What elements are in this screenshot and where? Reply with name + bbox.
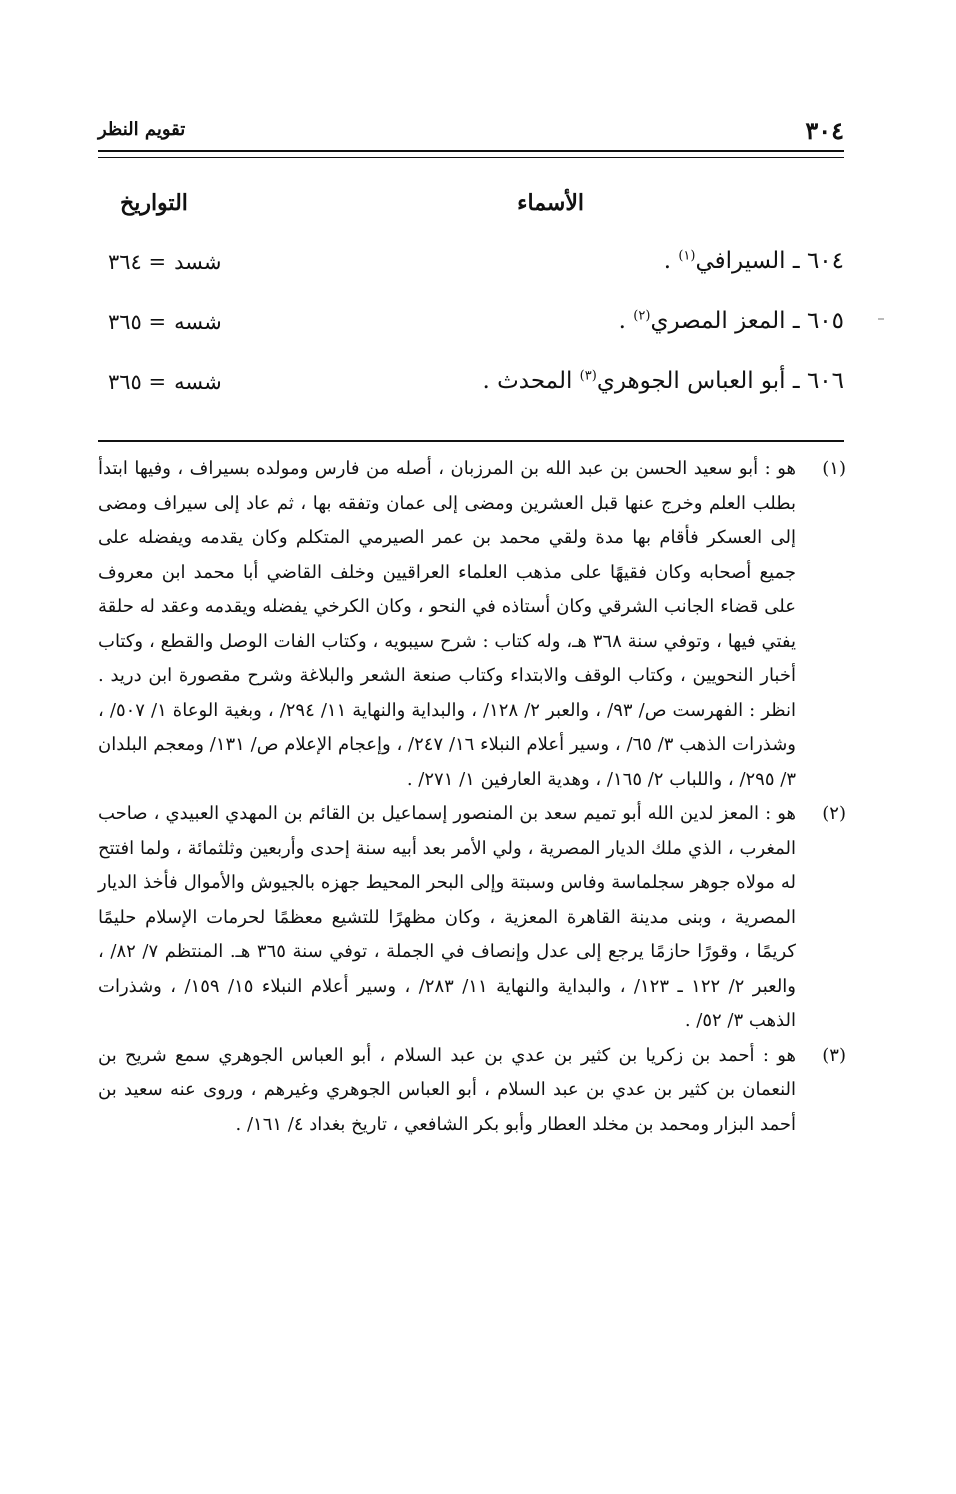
entry-name-text: ٦٠٦ ـ أبو العباس الجوهري (596, 368, 844, 394)
footnote (98, 452, 846, 797)
entry-suffix: . (618, 308, 634, 334)
entry-date-label: شسد (174, 250, 222, 274)
scan-speck (878, 318, 884, 320)
entries-list (98, 248, 844, 428)
footnote (98, 797, 846, 1039)
entry-suffix: المحدث . (482, 368, 580, 394)
footnote-marker: (٣) (822, 1044, 846, 1066)
entry-date-value: = ٣٦٤ (108, 250, 167, 274)
entry-row (98, 368, 844, 428)
header-rule (98, 150, 844, 158)
page-number: ٣٠٤ (805, 116, 844, 145)
entry-date-label: شسه (174, 370, 222, 394)
running-title: تقويم النظر (98, 119, 186, 140)
footnote (98, 1039, 846, 1143)
entry-suffix: . (663, 248, 679, 274)
footnote-ref: (١) (678, 248, 696, 264)
footnote-text: هو : أبو سعيد الحسن بن عبد الله بن المرزبان ، أصله من فارس ومولده بسيراف ، وفيها ابتدأ بطلب العلم وخرج عنها قبل العشرين ومضى إلى عمان وتفقه بها ، ثم عاد إلى سيراف ومضى إلى العسكر فأقام بها مدة ولقي محمد بن عمر الصيرمي المتكلم وكان يقدمه ويفضله على جميع أصحابه وكان فقيهًا على مذهب العلماء العراقيين وخلف القاضي أبا محمد ابن معروف على قضاء الجانب الشرقي وكان أستاذه في النحو ، وكان الكرخي يفضله ويقدمه وعقد له حلقة يفتي فيها ، وتوفي سنة ٣٦٨ هـ، وله كتاب : شرح سيبويه ، وكتاب الفات الوصل والقطع ، وكتاب أخبار النحويين ، وكتاب الوقف والابتداء وكتاب صنعة الشعر والبلاغة وشرح مقصورة ابن دريد . انظر : الفهرست ص/ ٩٣/ ، والعبر ٢/ ١٢٨/ ، والبداية والنهاية ١١/ ٢٩٤/ ، وبغية الوعاة ١/ ٥٠٧/ ، وشذرات الذهب ٣/ ٦٥/ ، وسير أعلام النبلاء ١٦/ ٢٤٧/ ، وإعجام الإعلام ص/ ١٣١/ ومعجم البلدان ٣/ ٢٩٥/ ، واللباب ٢/ ١٦٥/ ، وهدية العارفين ١/ ٢٧١/ . (98, 458, 797, 790)
footnote-text: هو : أحمد بن زكريا بن كثير بن عدي بن عبد السلام ، أبو العباس الجوهري سمع شريح بن النعمان بن كثير بن عدي بن عبد السلام ، أبو العباس الجوهري وغيرهم ، وروى عنه سعيد بن أحمد البزار ومحمد بن مخلد العطار وأبو بكر الشافعي ، تاريخ بغداد ٤/ ١٦١/ . (98, 1044, 796, 1135)
footnote-text: هو : المعز لدين الله أبو تميم سعد بن المنصور إسماعيل بن القائم بن المهدي العبيدي ، صاحب المغرب ، الذي ملك الديار المصرية ، ولي الأمر بعد أبيه سنة إحدى وأربعين وثلثمائة ، ولما افتتح له مولاه جوهر سجلماسة وفاس وسبتة وإلى البحر المحيط جهزه بالجيوش والأموال فأخذ الديار المصرية ، وبنى مدينة القاهرة المعزية ، وكان مظهرًا للتشيع معظمًا لحرمات الإسلام حليمًا كريمًا ، وقورًا حازمًا يرجع إلى عدل وإنصاف في الجملة ، توفي سنة ٣٦٥ هـ. المنتظم ٧/ ٨٢/ ، والعبر ٢/ ١٢٢ ـ ١٢٣/ ، والبداية والنهاية ١١/ ٢٨٣/ ، وسير أعلام النبلاء ١٥/ ١٥٩/ ، وشذرات الذهب ٣/ ٥٢/ . (98, 803, 796, 1031)
entry-row (98, 308, 844, 368)
entry-date-value: = ٣٦٥ (108, 310, 167, 334)
entry-name (664, 248, 844, 274)
entry-date-label: شسه (174, 310, 222, 334)
entry-row (98, 248, 844, 308)
footnote-ref: (٢) (633, 308, 651, 324)
footnote-separator (98, 440, 844, 442)
entry-name (619, 308, 844, 334)
column-names-heading: الأسماء (517, 190, 584, 216)
footnotes (98, 452, 846, 1142)
entry-date (108, 370, 222, 394)
table-header (98, 190, 844, 226)
footnote-marker: (١) (822, 458, 846, 479)
entry-date (108, 250, 221, 274)
footnote-marker: (٢) (822, 803, 846, 824)
entry-name-text: ٦٠٥ ـ المعز المصري (650, 308, 844, 334)
entry-name (482, 368, 844, 394)
footnote-ref: (٣) (579, 368, 597, 384)
running-header (98, 116, 844, 146)
entry-date (108, 310, 222, 334)
entry-date-value: = ٣٦٥ (108, 370, 167, 394)
entry-name-text: ٦٠٤ ـ السيرافي (695, 248, 844, 274)
column-dates-heading: التواريخ (120, 190, 188, 216)
